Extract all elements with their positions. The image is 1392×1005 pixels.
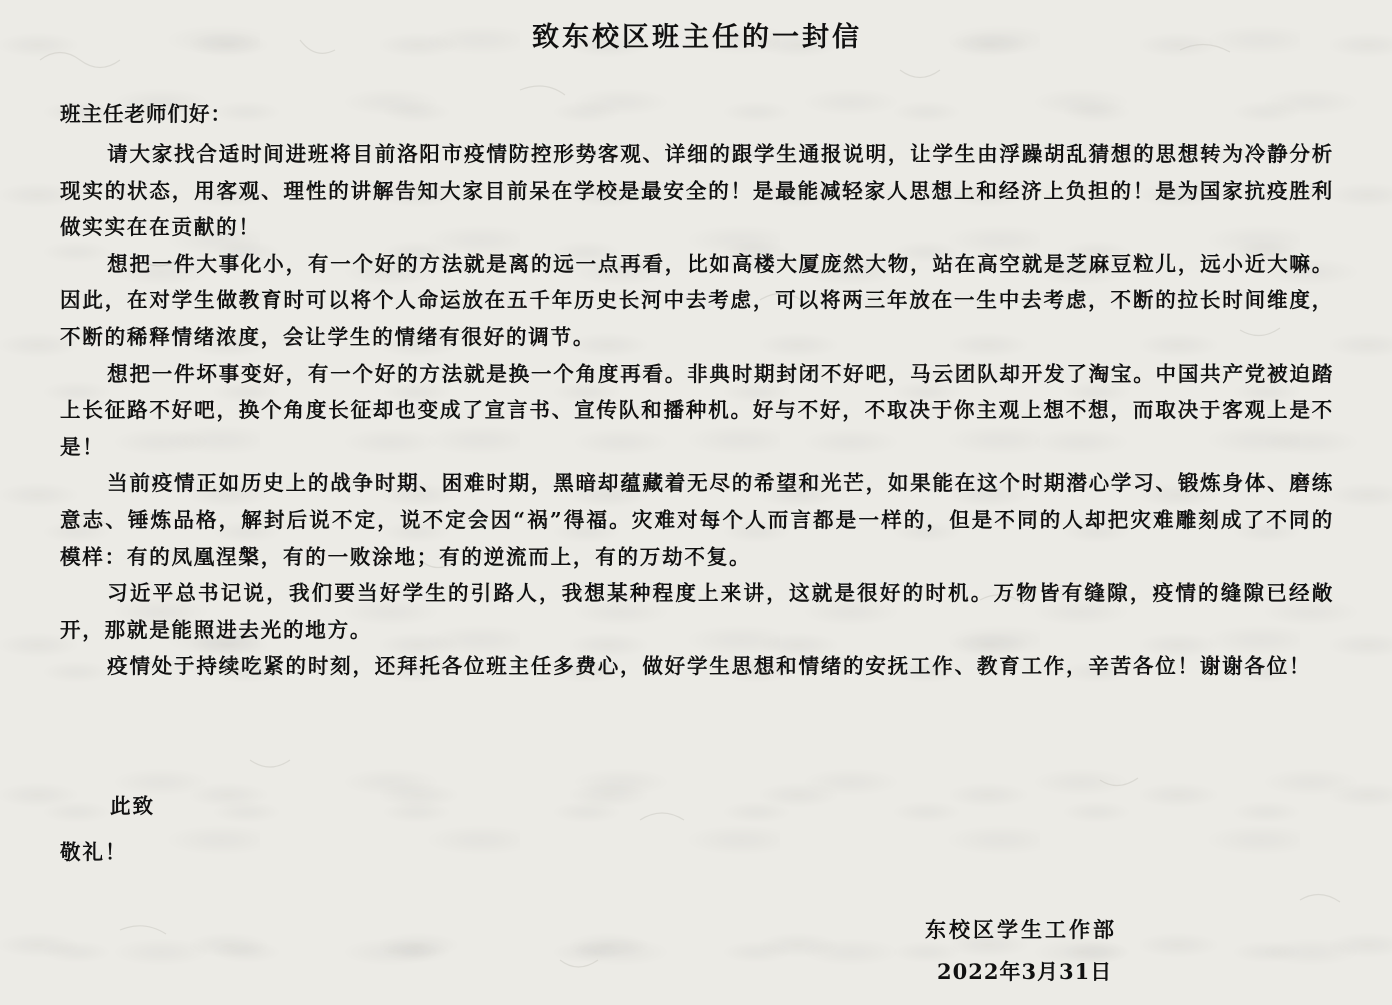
signature-org: 东校区学生工作部 [925,917,1117,942]
paragraph: 当前疫情正如历史上的战争时期、困难时期，黑暗却蕴藏着无尽的希望和光芒，如果能在这个时期潜心学习、锻炼身体、磨练意志、锤炼品格，解封后说不定，说不定会因“祸”得福。灾难对每个人而言都是一样的，但是不同的人却把灾难雕刻成了不同的模样：有的凤凰涅槃，有的一败涂地；有的逆流而上，有的万劫不复。 [60,471,1334,569]
closing-salute: 敬礼！ [60,840,128,864]
paragraph: 疫情处于持续吃紧的时刻，还拜托各位班主任多费心，做好学生思想和情绪的安抚工作、教育工作，辛苦各位！谢谢各位！ [107,654,1312,679]
closing-greeting: 此致 [110,794,155,818]
paragraph: 想把一件大事化小，有一个好的方法就是离的远一点再看，比如高楼大厦庞然大物，站在高空就是芝麻豆粒儿，远小近大嘛。因此，在对学生做教育时可以将个人命运放在五千年历史长河中去考虑，可以将两三年放在一生中去考虑，不断的拉长时间维度，不断的稀释情绪浓度，会让学生的情绪有很好的调节。 [60,251,1334,349]
paragraph: 请大家找合适时间进班将目前洛阳市疫情防控形势客观、详细的跟学生通报说明，让学生由浮躁胡乱猜想的思想转为冷静分析现实的状态，用客观、理性的讲解告知大家目前呆在学校是最安全的！是最能减轻家人思想上和经济上负担的！是为国家抗疫胜利做实实在在贡献的！ [60,142,1334,240]
paragraph: 习近平总书记说，我们要当好学生的引路人，我想某种程度上来讲，这就是很好的时机。万物皆有缝隙，疫情的缝隙已经敞开，那就是能照进去光的地方。 [60,581,1334,642]
letter [60,0,1334,1005]
salutation: 班主任老师们好： [60,102,232,126]
letter-title: 致东校区班主任的一封信 [532,22,862,53]
paragraph: 想把一件坏事变好，有一个好的方法就是换一个角度再看。非典时期封闭不好吧，马云团队却开发了淘宝。中国共产党被迫踏上长征路不好吧，换个角度长征却也变成了宣言书、宣传队和播种机。好与不好，不取决于你主观上想不想，而取决于客观上是不是！ [60,361,1334,459]
signature-date: 2022年3月31日 [937,959,1113,984]
letter-body [60,136,1334,685]
